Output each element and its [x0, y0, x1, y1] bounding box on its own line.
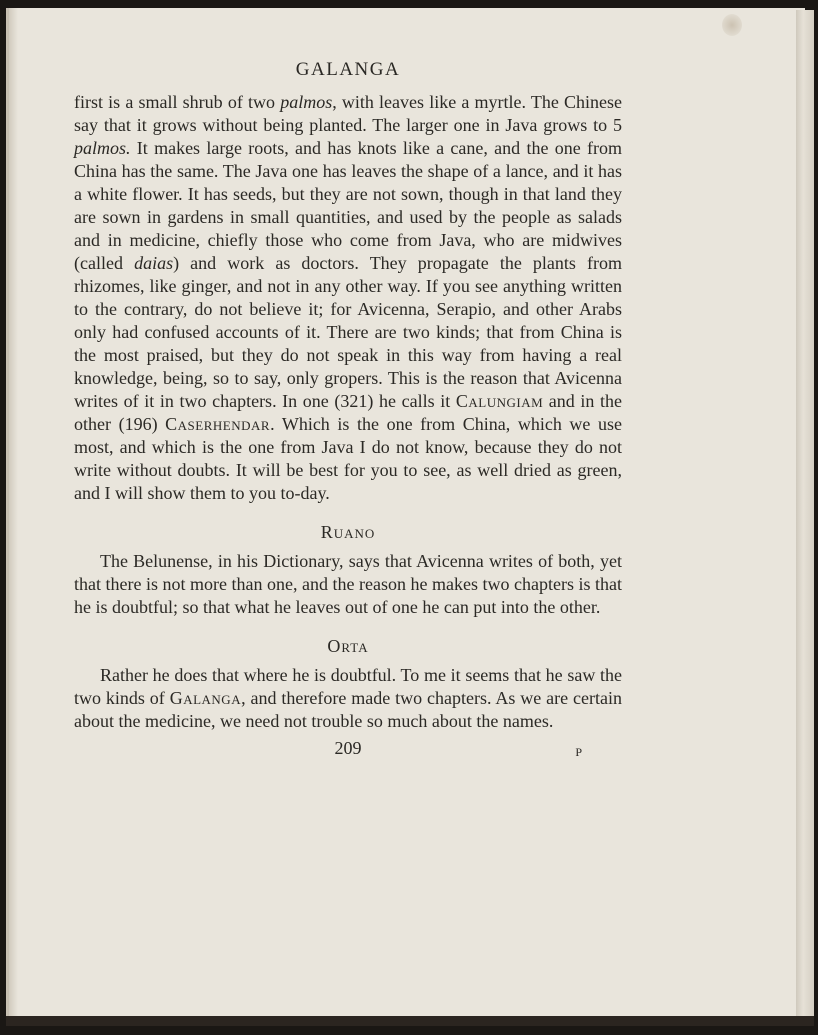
- text-run: and in the other (196): [74, 391, 623, 434]
- small-caps-run: Calungiam: [455, 391, 544, 411]
- page-number: 209: [334, 738, 362, 758]
- text-run: It makes large roots, and has knots like a cane, and the one from China has the same. The Java one has leaves the shape of a lance, and it has a white flower. It has seeds, but they are not sown, though in that land they are sown in gardens in small quantities, and used by the people as salads and in medicine, chiefly those who come from Java, who are midwives (called: [74, 138, 622, 273]
- running-head: GALANGA: [295, 59, 401, 80]
- text-run: ) and work as doctors. They propagate the plants from rhizomes, like ginger, and not in any other way. If you see anything written to the contrary, do not believe it; for Avicenna, Serapio, and other Arabs only had confused accounts of it. There are two kinds; that from China is the most praised, but they do not speak in this way from having a real knowledge, being, so to say, only gropers. This is the reason that Avicenna writes of it in two chapters. In one (321) he calls it: [74, 253, 622, 411]
- text-run: . Which is the one from China, which we use most, and which is the one from Java I do not know, because they do not write without doubts. It will be best for you to see, as well dried as green, and I will show them to you to-day.: [74, 414, 622, 503]
- italic-run: daias: [134, 253, 174, 273]
- main-paragraph: [74, 91, 622, 505]
- speaker-heading-ruano: Ruano: [320, 522, 376, 542]
- page-text-block: [74, 58, 622, 761]
- signature-mark: P: [575, 745, 582, 759]
- speaker-heading-orta: Orta: [327, 636, 369, 656]
- foxing-spot: [722, 14, 742, 36]
- small-caps-run: Caserhendar: [165, 414, 271, 434]
- italic-run: palmos: [280, 92, 333, 112]
- text-run: , with leaves like a myrtle. The Chinese say that it grows without being planted. The larger one in Java grows to 5: [74, 92, 622, 135]
- book-bottom-edge: [6, 1016, 814, 1026]
- ruano-paragraph: The Belunense, in his Dictionary, says that Avicenna writes of both, yet that there is not more than one, and the reason he makes two chapters is that he is doubtful; so that what he leaves out of one he can put into the other.: [74, 551, 622, 617]
- page-gutter-shadow: [6, 8, 18, 1026]
- orta-paragraph: [74, 664, 622, 733]
- italic-run: palmos.: [74, 138, 131, 158]
- small-caps-run: Galanga: [169, 688, 242, 708]
- text-run: , and therefore made two chapters. As we are certain about the medicine, we need not trouble so much about the names.: [74, 688, 623, 731]
- text-run: first is a small shrub of two: [74, 92, 281, 112]
- text-run: Rather he does that where he is doubtful. To me it seems that he saw the two kinds of: [74, 665, 622, 708]
- page-edge: [796, 10, 814, 1022]
- page-footer: [74, 737, 622, 761]
